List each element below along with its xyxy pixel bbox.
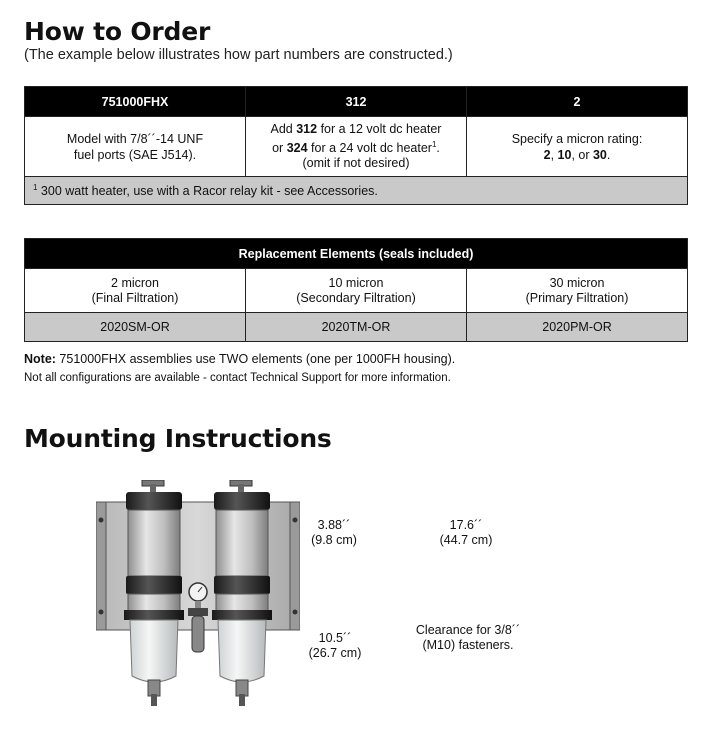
element-cell-10-micron: 10 micron (Secondary Filtration): [246, 269, 467, 313]
mounting-title: Mounting Instructions: [24, 424, 332, 453]
filter-assembly-illustration: [96, 480, 300, 708]
order-cell-model: [25, 117, 246, 177]
note-line-2: Not all configurations are available - contact Technical Support for more information.: [24, 372, 451, 384]
dimension-height: 17.6´´ (44.7 cm): [439, 518, 493, 547]
order-micron-line2: 2, 10, or 30.: [543, 147, 611, 162]
element-part-2020pm: 2020PM-OR: [467, 313, 688, 342]
elements-table: [24, 238, 688, 342]
note-line: Note: 751000FHX assemblies use TWO elements (one per 1000FH housing).: [24, 352, 456, 366]
element-part-2020sm: 2020SM-OR: [25, 313, 246, 342]
right-filter-housing: [212, 480, 272, 706]
order-table: [24, 86, 688, 205]
order-cell-heater: [246, 117, 467, 177]
order-model-line2: fuel ports (SAE J514).: [73, 147, 197, 162]
left-filter-housing: [124, 480, 184, 706]
order-heater-line3: (omit if not desired): [302, 156, 410, 171]
dimension-depth: 3.88´´ (9.8 cm): [311, 518, 357, 547]
how-to-order-title: How to Order: [24, 17, 211, 46]
order-header-model: 751000FHX: [25, 87, 246, 117]
clearance-note: Clearance for 3/8´´ (M10) fasteners.: [415, 623, 521, 652]
element-part-2020tm: 2020TM-OR: [246, 313, 467, 342]
order-header-micron: 2: [467, 87, 688, 117]
order-header-heater: 312: [246, 87, 467, 117]
order-footnote: $^1$ 300 watt heater, use with a Racor relay kit - see Accessories.: [25, 177, 688, 205]
dimension-width: 10.5´´ (26.7 cm): [308, 631, 362, 660]
element-cell-30-micron: 30 micron (Primary Filtration): [467, 269, 688, 313]
order-cell-micron: [467, 117, 688, 177]
how-to-order-subtitle: (The example below illustrates how part numbers are constructed.): [24, 47, 453, 63]
order-micron-line1: Specify a micron rating:: [511, 131, 643, 146]
order-heater-line2: or 324 for a 24 volt dc heater$^1$.: [272, 139, 440, 156]
order-heater-line1: Add 312 for a 12 volt dc heater: [270, 121, 442, 136]
element-cell-2-micron: 2 micron (Final Filtration): [25, 269, 246, 313]
order-model-line1: Model with 7/8´´-14 UNF: [66, 131, 204, 146]
elements-header: Replacement Elements (seals included): [25, 239, 688, 269]
